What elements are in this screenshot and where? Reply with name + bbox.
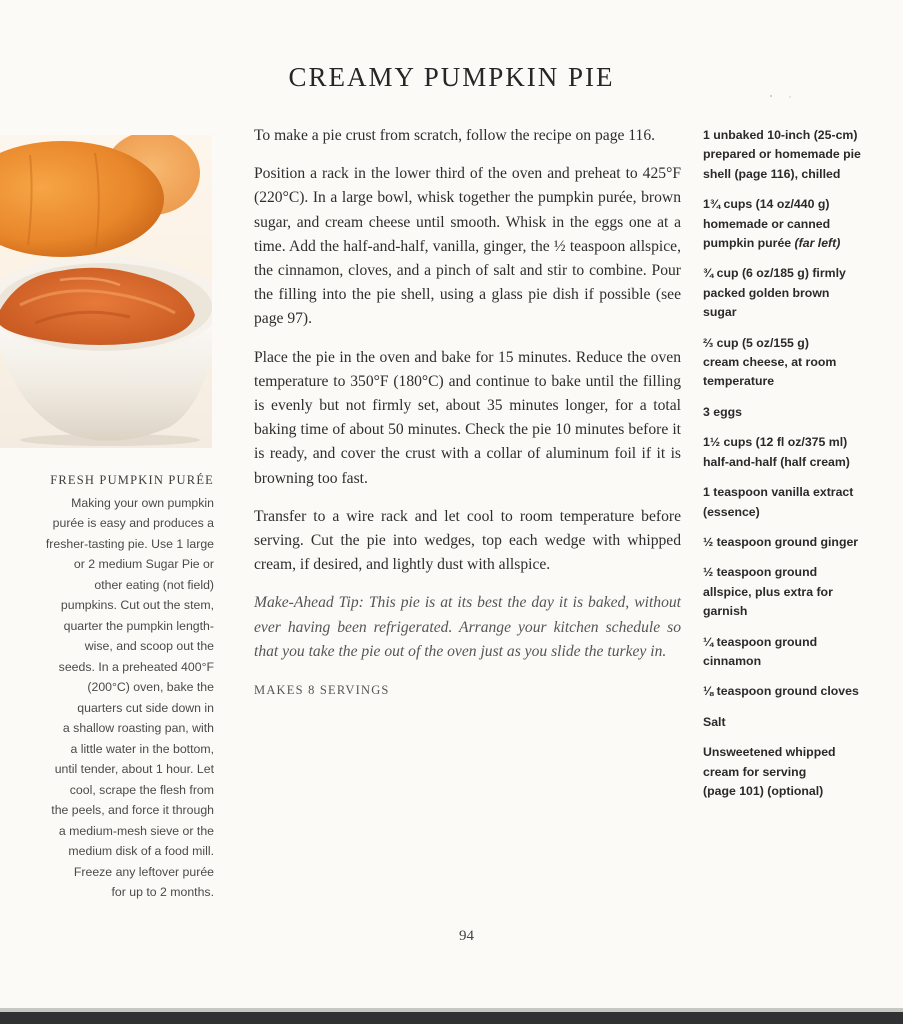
sidebar-line: Making your own pumpkin — [71, 495, 214, 510]
method-paragraph-baking: Place the pie in the oven and bake for 15 minutes. Reduce the oven temperature to 350°F (180°C) and continue to bake until the filling is evenly but not firmly set, about 35 minutes longer, for a total baking time of about 50 minutes. Check the pie 10 minutes before it is ready, and cover the crust with a collar of aluminum foil if it is browning too fast. — [254, 348, 681, 487]
ingredient-line: (page 101) (optional) — [703, 783, 824, 798]
ingredient-line: ¾ cup (6 oz/185 g) firmly — [703, 266, 846, 281]
ingredient-item — [703, 563, 873, 621]
method-paragraph-serving: Transfer to a wire rack and let cool to room temperature before serving. Cut the pie into wedges, top each wedge with whipped cream, if desired, and lightly dust with allspice. — [254, 507, 681, 574]
ingredient-line: (essence) — [703, 504, 760, 519]
ingredient-item — [703, 126, 873, 184]
ingredient-note: (far left) — [791, 236, 841, 251]
ingredient-item — [703, 483, 873, 522]
ingredient-line: 3 eggs — [703, 404, 742, 419]
sidebar-line: medium disk of a food mill. — [68, 844, 214, 858]
servings-note: MAKES 8 SERVINGS — [254, 683, 390, 698]
ingredient-line: pumpkin purée (far left) — [703, 236, 841, 251]
ingredient-item — [703, 334, 873, 392]
sidebar-line: other eating (not field) — [94, 577, 214, 592]
ingredient-line: Unsweetened whipped — [703, 745, 836, 760]
sidebar-line: quarter the pumpkin length- — [63, 618, 214, 633]
ingredient-line: temperature — [703, 374, 775, 389]
ingredient-item — [703, 633, 873, 672]
sidebar-line: seeds. In a preheated 400°F — [58, 659, 214, 674]
ingredient-item — [703, 682, 873, 701]
ingredient-line: 1½ cups (12 fl oz/375 ml) — [703, 435, 848, 450]
sidebar-line: (200°C) oven, bake the — [87, 680, 214, 694]
ingredient-line: homemade or canned — [703, 216, 831, 231]
make-ahead-tip: Make-Ahead Tip: This pie is at its best the day it is baked, without ever having been refrigerated. Arrange your kitchen schedule so that you take the pie out of the oven just as you slide the turkey in. — [254, 594, 681, 660]
sidebar-line: purée is easy and produces a — [52, 516, 214, 530]
ingredient-line: 1 unbaked 10-inch (25-cm) — [703, 128, 858, 142]
ingredient-line: packed golden brown — [703, 285, 830, 300]
ingredient-line: allspice, plus extra for — [703, 584, 833, 599]
ingredient-line: cream cheese, at room — [703, 355, 837, 370]
ingredient-line: shell (page 116), chilled — [703, 166, 841, 181]
sidebar-line: a medium-mesh sieve or the — [58, 823, 214, 838]
ingredient-line: ½ teaspoon ground — [703, 565, 818, 580]
sidebar-line: Freeze any leftover purée — [73, 864, 214, 879]
scanner-edge — [0, 1012, 903, 1024]
sidebar-line: the peels, and force it through — [51, 803, 214, 817]
ingredient-item — [703, 713, 873, 732]
ingredient-item — [703, 264, 873, 322]
method-column — [254, 124, 681, 716]
ingredient-line: ½ teaspoon ground ginger — [703, 534, 859, 549]
ingredient-item — [703, 533, 873, 552]
paper-specks — [765, 88, 805, 100]
sidebar-line: quarters cut side down in — [77, 700, 214, 715]
sidebar-line: or 2 medium Sugar Pie or — [73, 557, 214, 571]
page-number: 94 — [459, 928, 474, 944]
ingredient-line: half-and-half (half cream) — [703, 454, 850, 469]
ingredient-line: sugar — [703, 305, 737, 320]
pumpkin-puree-photo — [0, 135, 212, 448]
ingredient-line: cinnamon — [703, 653, 762, 668]
ingredient-line: ¼ teaspoon ground — [703, 634, 818, 649]
ingredients-list — [703, 126, 873, 812]
page-title: CREAMY PUMPKIN PIE — [288, 62, 615, 92]
ingredient-item — [703, 433, 873, 472]
sidebar-line: wise, and scoop out the — [84, 639, 214, 653]
sidebar-line: until tender, about 1 hour. Let — [54, 762, 214, 776]
ingredient-item — [703, 403, 873, 422]
ingredient-item — [703, 195, 873, 253]
sidebar-line: a shallow roasting pan, with — [62, 721, 214, 735]
sidebar-line: for up to 2 months. — [111, 885, 214, 899]
sidebar-heading: FRESH PUMPKIN PURÉE — [50, 473, 214, 487]
sidebar-line: fresher-tasting pie. Use 1 large — [45, 536, 214, 551]
ingredient-item — [703, 743, 873, 801]
ingredient-line: prepared or homemade pie — [703, 147, 861, 162]
ingredient-line: ⅛ teaspoon ground cloves — [703, 684, 859, 699]
method-paragraph-crust: To make a pie crust from scratch, follow the recipe on page 116. — [254, 127, 656, 144]
sidebar-note — [40, 470, 214, 903]
ingredient-line: garnish — [703, 604, 748, 619]
ingredient-line: 1¾ cups (14 oz/440 g) — [703, 197, 830, 212]
ingredient-line: ⅔ cup (5 oz/155 g) — [703, 335, 809, 350]
sidebar-line: cool, scrape the flesh from — [69, 782, 214, 797]
ingredient-line: Salt — [703, 714, 726, 729]
ingredient-line: 1 teaspoon vanilla extract — [703, 485, 854, 500]
sidebar-line: a little water in the bottom, — [70, 741, 214, 756]
ingredient-line: cream for serving — [703, 764, 807, 779]
sidebar-line: pumpkins. Cut out the stem, — [60, 598, 214, 612]
method-paragraph-filling: Position a rack in the lower third of the oven and preheat to 425°F (220°C). In a large bowl, whisk together the pumpkin purée, brown sugar, and cream cheese until smooth. Whisk in the eggs one at a time. Add the half-and-half, vanilla, ginger, the ½ teaspoon allspice, the cinnamon, cloves, and a pinch of salt and stir to combine. Pour the filling into the pie shell, using a glass pie dish if possible (see page 97). — [254, 165, 681, 328]
